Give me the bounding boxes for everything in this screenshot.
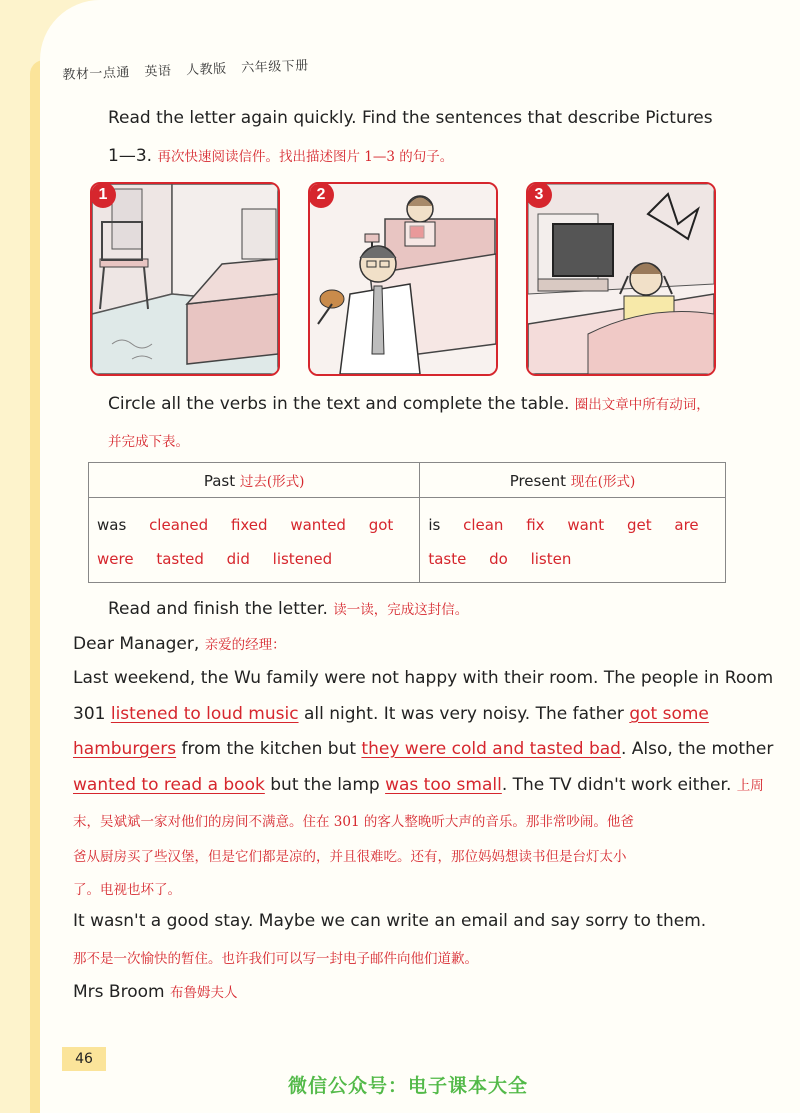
verb-answer: wanted bbox=[290, 516, 346, 534]
text: from the kitchen but bbox=[181, 739, 357, 759]
grade: 六年级下册 bbox=[240, 58, 310, 77]
instruction-2-line1 bbox=[108, 393, 710, 414]
past-verbs-line-2 bbox=[97, 542, 411, 576]
letter-line-4 bbox=[73, 774, 764, 795]
instruction-1-text-end: 1—3. bbox=[108, 146, 153, 166]
verb-answer: tasted bbox=[156, 550, 204, 568]
picture-2-number: 2 bbox=[308, 182, 334, 208]
letter-line-1: Last weekend, the Wu family were not happy with their room. The people in Room bbox=[73, 668, 774, 688]
answer-4: wanted to read a book bbox=[73, 775, 265, 795]
instruction-1-text: Read the letter again quickly. Find the sentences that describe Pictures bbox=[108, 108, 713, 128]
instruction-1-cn: 再次快速阅读信件。找出描述图片 1—3 的句子。 bbox=[157, 149, 454, 165]
dirty-room-illustration bbox=[92, 184, 278, 374]
instruction-3-text: Read and finish the letter. bbox=[108, 599, 328, 619]
answer-2: got some bbox=[629, 704, 709, 724]
picture-1-number: 1 bbox=[90, 182, 116, 208]
past-verbs-cell bbox=[89, 498, 420, 583]
letter-greeting bbox=[73, 633, 286, 654]
verb-answer: did bbox=[226, 550, 250, 568]
verb-answer: are bbox=[674, 516, 699, 534]
instruction-2-text: Circle all the verbs in the text and complete the table. bbox=[108, 394, 570, 414]
translation-line-1: 末，吴斌斌一家对他们的房间不满意。住在 301 的客人整晚听大声的音乐。那非常吵闹。他爸 bbox=[73, 814, 634, 830]
verb-answer: do bbox=[489, 550, 508, 568]
letter-line-3 bbox=[73, 739, 773, 759]
verb-answer: taste bbox=[428, 550, 467, 568]
verb-answer: got bbox=[368, 516, 394, 534]
edition: 人教版 bbox=[185, 61, 227, 79]
answer-2-cont: hamburgers bbox=[73, 739, 177, 759]
watermark: 微信公众号：电子课本大全 bbox=[288, 1075, 529, 1097]
text: . Also, the mother bbox=[620, 739, 774, 759]
verb-answer: clean bbox=[463, 516, 504, 534]
picture-3-number: 3 bbox=[526, 182, 552, 208]
instruction-2-cn-b: 并完成下表。 bbox=[108, 434, 189, 450]
past-header-cn: 过去(形式) bbox=[239, 474, 305, 490]
book-title: 教材一点通 bbox=[62, 65, 131, 83]
verb-answer: listened bbox=[272, 550, 333, 568]
subject: 英语 bbox=[144, 63, 172, 80]
verb-table-header bbox=[89, 463, 726, 498]
answer-5: was too small bbox=[385, 775, 502, 795]
broken-tv-illustration bbox=[528, 184, 714, 374]
present-verbs-line-2 bbox=[428, 542, 716, 576]
answer-1: listened to loud music bbox=[110, 704, 299, 724]
present-header-cn: 现在(形式) bbox=[570, 474, 636, 490]
instruction-2-cn-a: 圈出文章中所有动词， bbox=[574, 397, 710, 413]
verb-answer: fix bbox=[526, 516, 545, 534]
text: . The TV didn't work either. bbox=[501, 775, 732, 795]
verb-given: is bbox=[428, 516, 441, 534]
letter-line-2 bbox=[73, 704, 709, 724]
translation-line-4: 那不是一次愉快的暂住。也许我们可以写一封电子邮件向他们道歉。 bbox=[73, 951, 478, 967]
verb-answer: cleaned bbox=[149, 516, 209, 534]
verb-table bbox=[88, 462, 726, 583]
text: but the lamp bbox=[270, 775, 380, 795]
greeting-text: Dear Manager, bbox=[73, 634, 200, 654]
answer-3: they were cold and tasted bad bbox=[361, 739, 621, 759]
verb-answer: were bbox=[97, 550, 134, 568]
verb-answer: fixed bbox=[230, 516, 268, 534]
translation-line-3: 了。电视也坏了。 bbox=[73, 882, 181, 898]
verb-answer: get bbox=[626, 516, 652, 534]
translation-line-2: 爸从厨房买了些汉堡，但是它们都是凉的，并且很难吃。还有，那位妈妈想读书但是台灯太小 bbox=[73, 849, 627, 865]
instruction-1-line2 bbox=[108, 145, 453, 166]
text: 301 bbox=[73, 704, 106, 724]
past-header bbox=[89, 463, 420, 498]
present-header bbox=[420, 463, 725, 498]
verb-given: was bbox=[97, 516, 127, 534]
verb-answer: want bbox=[567, 516, 605, 534]
page-number: 46 bbox=[62, 1047, 106, 1071]
text: all night. It was very noisy. The father bbox=[303, 704, 624, 724]
instruction-1-line1 bbox=[108, 108, 713, 128]
picture-2 bbox=[308, 182, 498, 376]
present-header-en: Present bbox=[509, 472, 566, 490]
picture-3 bbox=[526, 182, 716, 376]
past-header-en: Past bbox=[203, 472, 236, 490]
noisy-room-illustration bbox=[310, 184, 496, 374]
translation-start: 上周 bbox=[736, 778, 764, 794]
instruction-3-cn: 读一读，完成这封信。 bbox=[333, 602, 469, 618]
past-verbs-line-1 bbox=[97, 508, 411, 542]
verb-answer: listen bbox=[530, 550, 572, 568]
instruction-3 bbox=[108, 598, 468, 619]
signature-cn: 布鲁姆夫人 bbox=[169, 985, 238, 1001]
letter-line-5: It wasn't a good stay. Maybe we can write an email and say sorry to them. bbox=[73, 911, 707, 931]
verb-table-row bbox=[89, 498, 726, 583]
picture-1 bbox=[90, 182, 280, 376]
letter-signature bbox=[73, 981, 237, 1002]
signature-text: Mrs Broom bbox=[73, 982, 165, 1002]
present-verbs-line-1 bbox=[428, 508, 716, 542]
present-verbs-cell bbox=[420, 498, 725, 583]
greeting-cn: 亲爱的经理： bbox=[204, 637, 286, 653]
